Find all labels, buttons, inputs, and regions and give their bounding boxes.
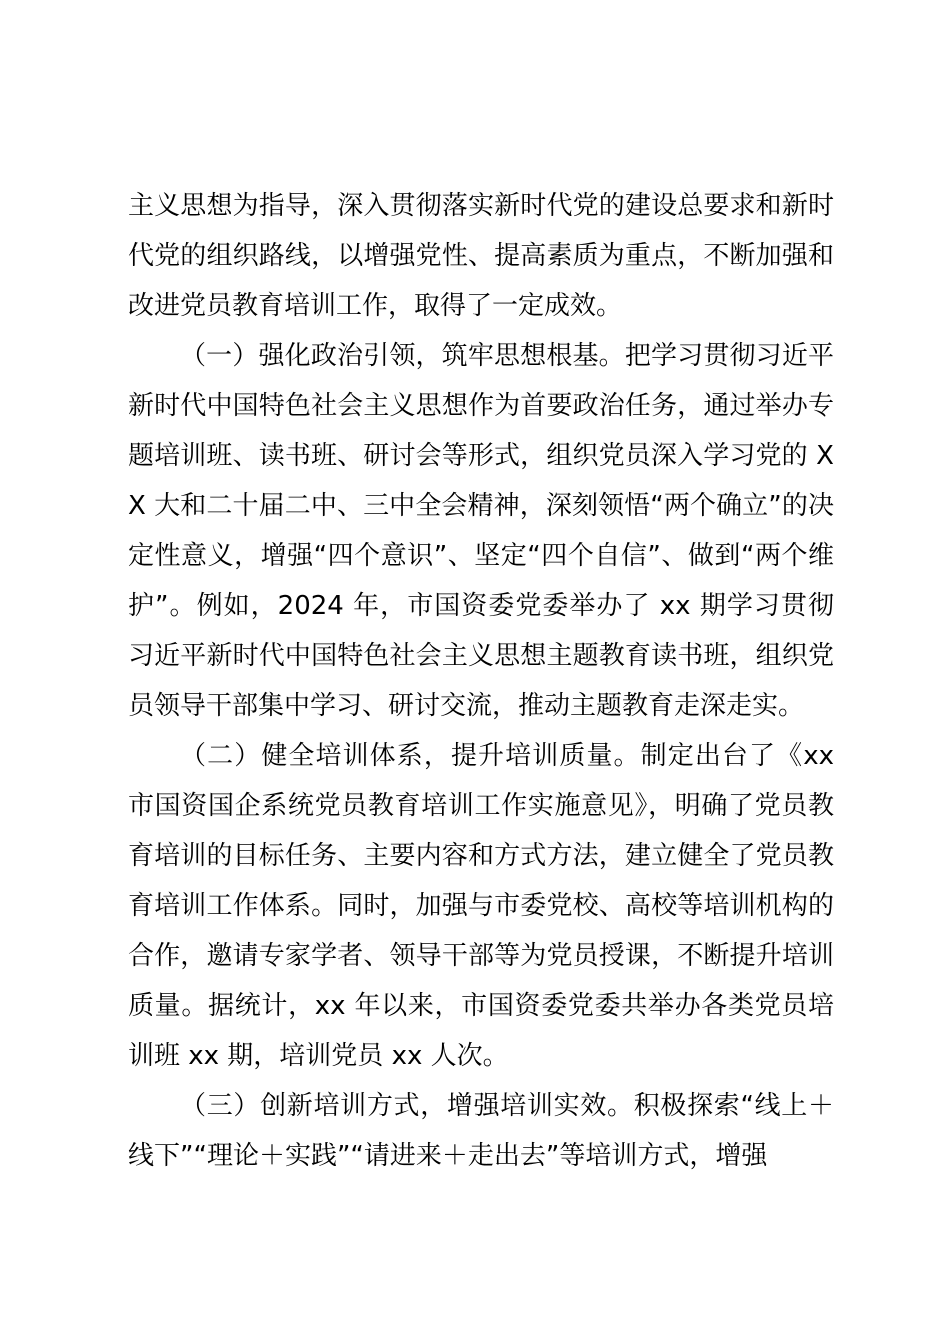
paragraph-intro-continuation: 主义思想为指导，深入贯彻落实新时代党的建设总要求和新时代党的组织路线，以增强党性、提高素质为重点，不断加强和改进党员教育培训工作，取得了一定成效。	[128, 191, 834, 321]
paragraph-training-system: （二）健全培训体系，提升培训质量。制定出台了《xx 市国资国企系统党员教育培训工作实施意见》，明确了党员教育培训的目标任务、主要内容和方式方法，建立健全了党员教育培训工作体系。同时，加强与市委党校、高校等培训机构的合作，邀请专家学者、领导干部等为党员授课，不断提升培训质量。据统计，xx 年以来，市国资委党委共举办各类党员培训班 xx 期，培训党员 xx 人次。	[128, 741, 834, 1071]
paragraph-training-methods: （三）创新培训方式，增强培训实效。积极探索“线上＋线下”“理论＋实践”“请进来＋走出去”等培训方式，增强	[128, 1091, 834, 1171]
document-body	[128, 181, 834, 1181]
paragraph-political-leadership: （一）强化政治引领，筑牢思想根基。把学习贯彻习近平新时代中国特色社会主义思想作为首要政治任务，通过举办专题培训班、读书班、研讨会等形式，组织党员深入学习党的 XX 大和二十届二中、三中全会精神，深刻领悟“两个确立”的决定性意义，增强“四个意识”、坚定“四个自信”、做到“两个维护”。例如，2024 年，市国资委党委举办了 xx 期学习贯彻习近平新时代中国特色社会主义思想主题教育读书班，组织党员领导干部集中学习、研讨交流，推动主题教育走深走实。	[128, 341, 834, 721]
